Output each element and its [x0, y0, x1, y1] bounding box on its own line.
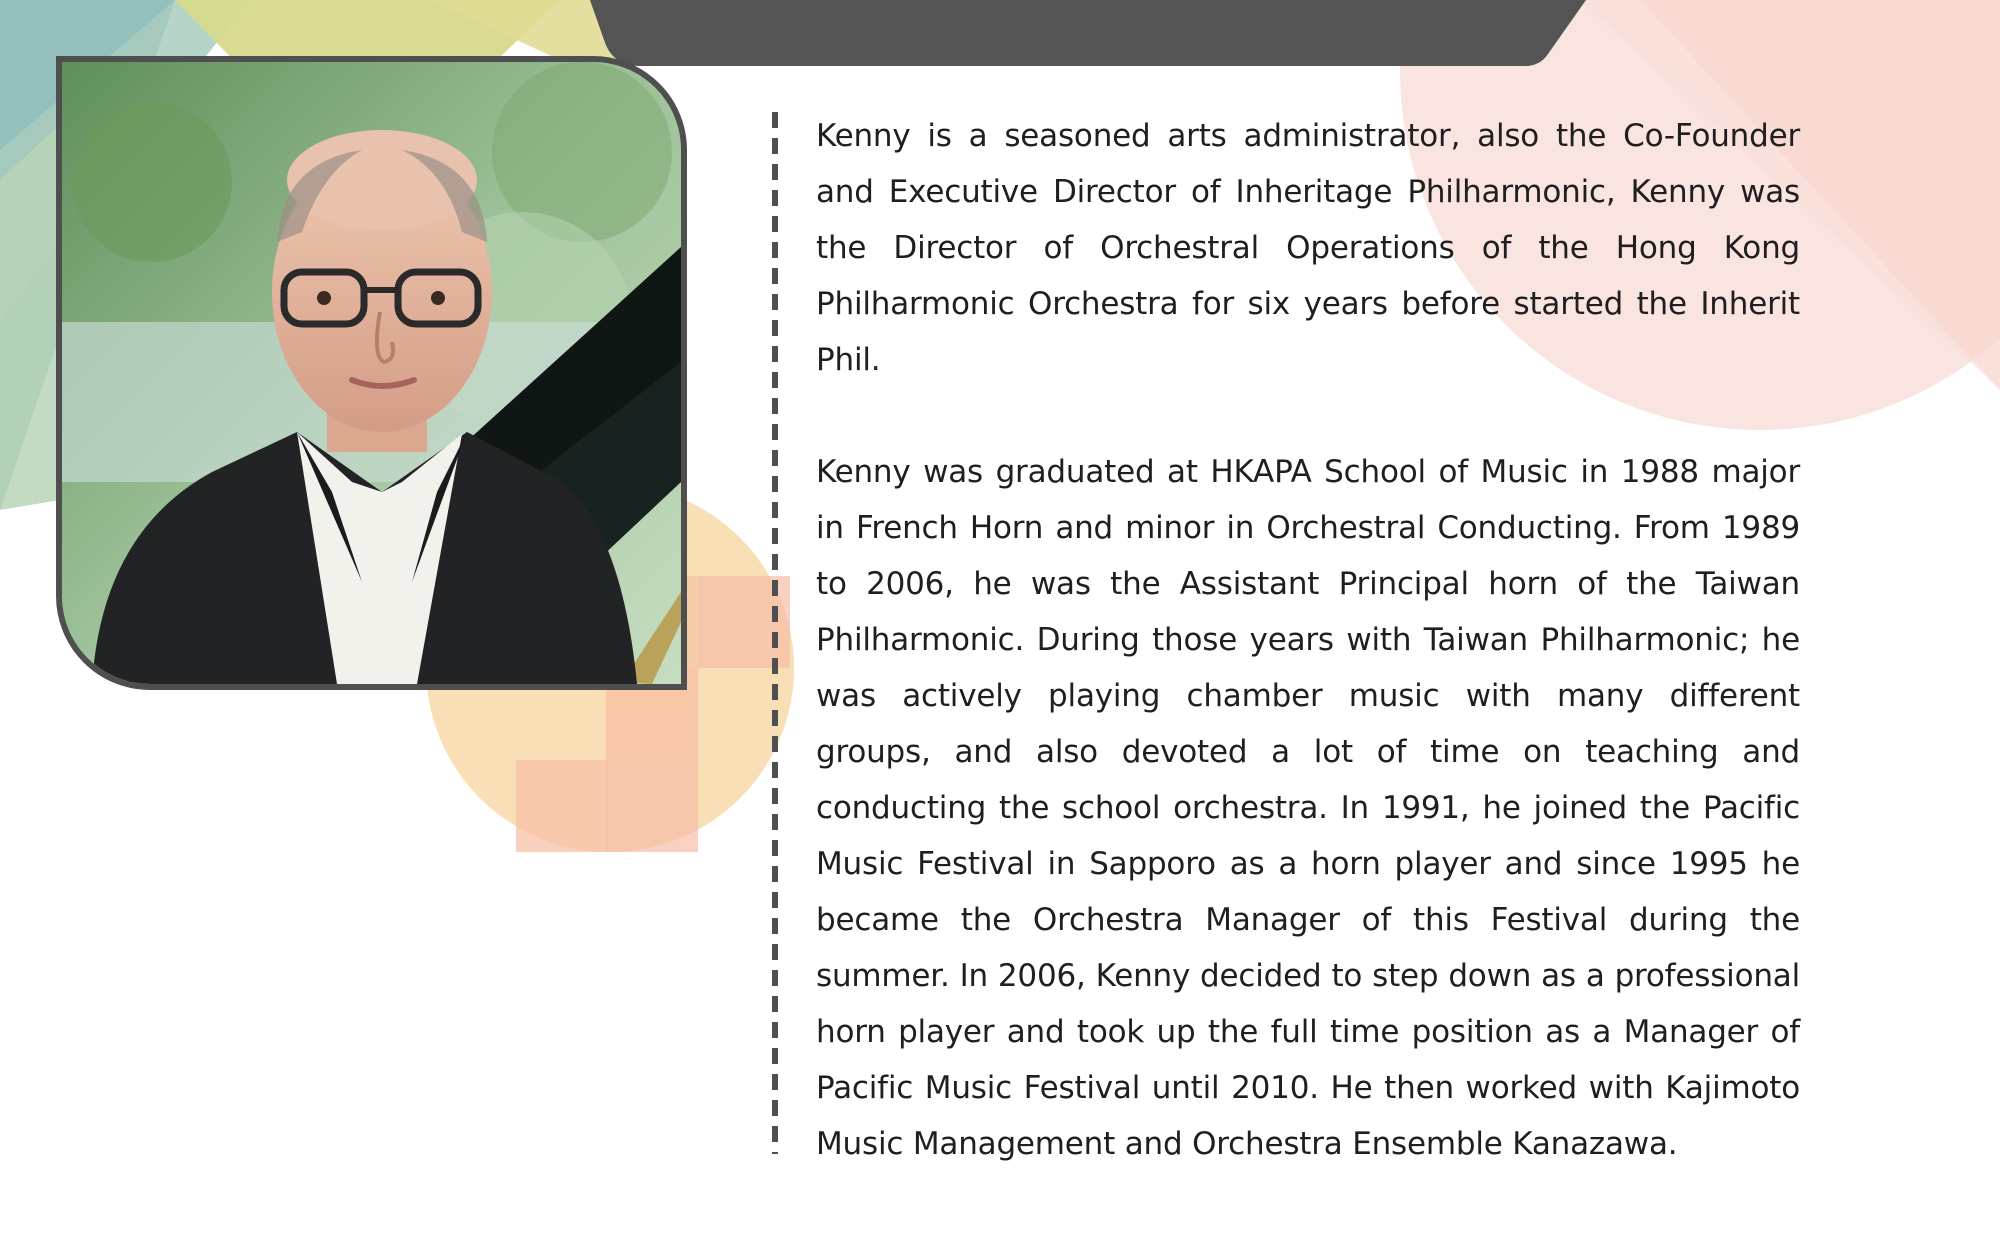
portrait-illustration	[62, 62, 681, 684]
bio-paragraph-2: Kenny was graduated at HKAPA School of Music in 1988 major in French Horn and minor in Orchestral Conducting. From 1989 to 2006, he was the Assistant Principal horn of the Taiwan Philharmonic. During those years with Taiwan Philharmonic; he was actively playing chamber music with many different groups, and also devoted a lot of time on teaching and conducting the school orchestra. In 1991, he joined the Pacific Music Festival in Sapporo as a horn player and since 1995 he became the Orchestra Manager of this Festival during the summer. In 2006, Kenny decided to step down as a professional horn player and took up the full time position as a Manager of Pacific Music Festival until 2010. He then worked with Kajimoto Music Management and Orchestra Ensemble Kanazawa.	[816, 454, 1800, 1162]
peach-tile-3	[516, 760, 608, 852]
top-banner-bar	[590, 0, 1590, 66]
bio-paragraph-1: Kenny is a seasoned arts administrator, also the Co-Founder and Executive Director of Inheritage Philharmonic, Kenny was the Director of Orchestral Operations of the Hong Kong Philharmonic Orchestra for six years before started the Inherit Phil.	[816, 118, 1800, 378]
peach-tile-5	[606, 760, 698, 852]
portrait-photo	[56, 56, 687, 690]
dashed-divider	[772, 112, 778, 1154]
biography-text	[816, 108, 1800, 1172]
